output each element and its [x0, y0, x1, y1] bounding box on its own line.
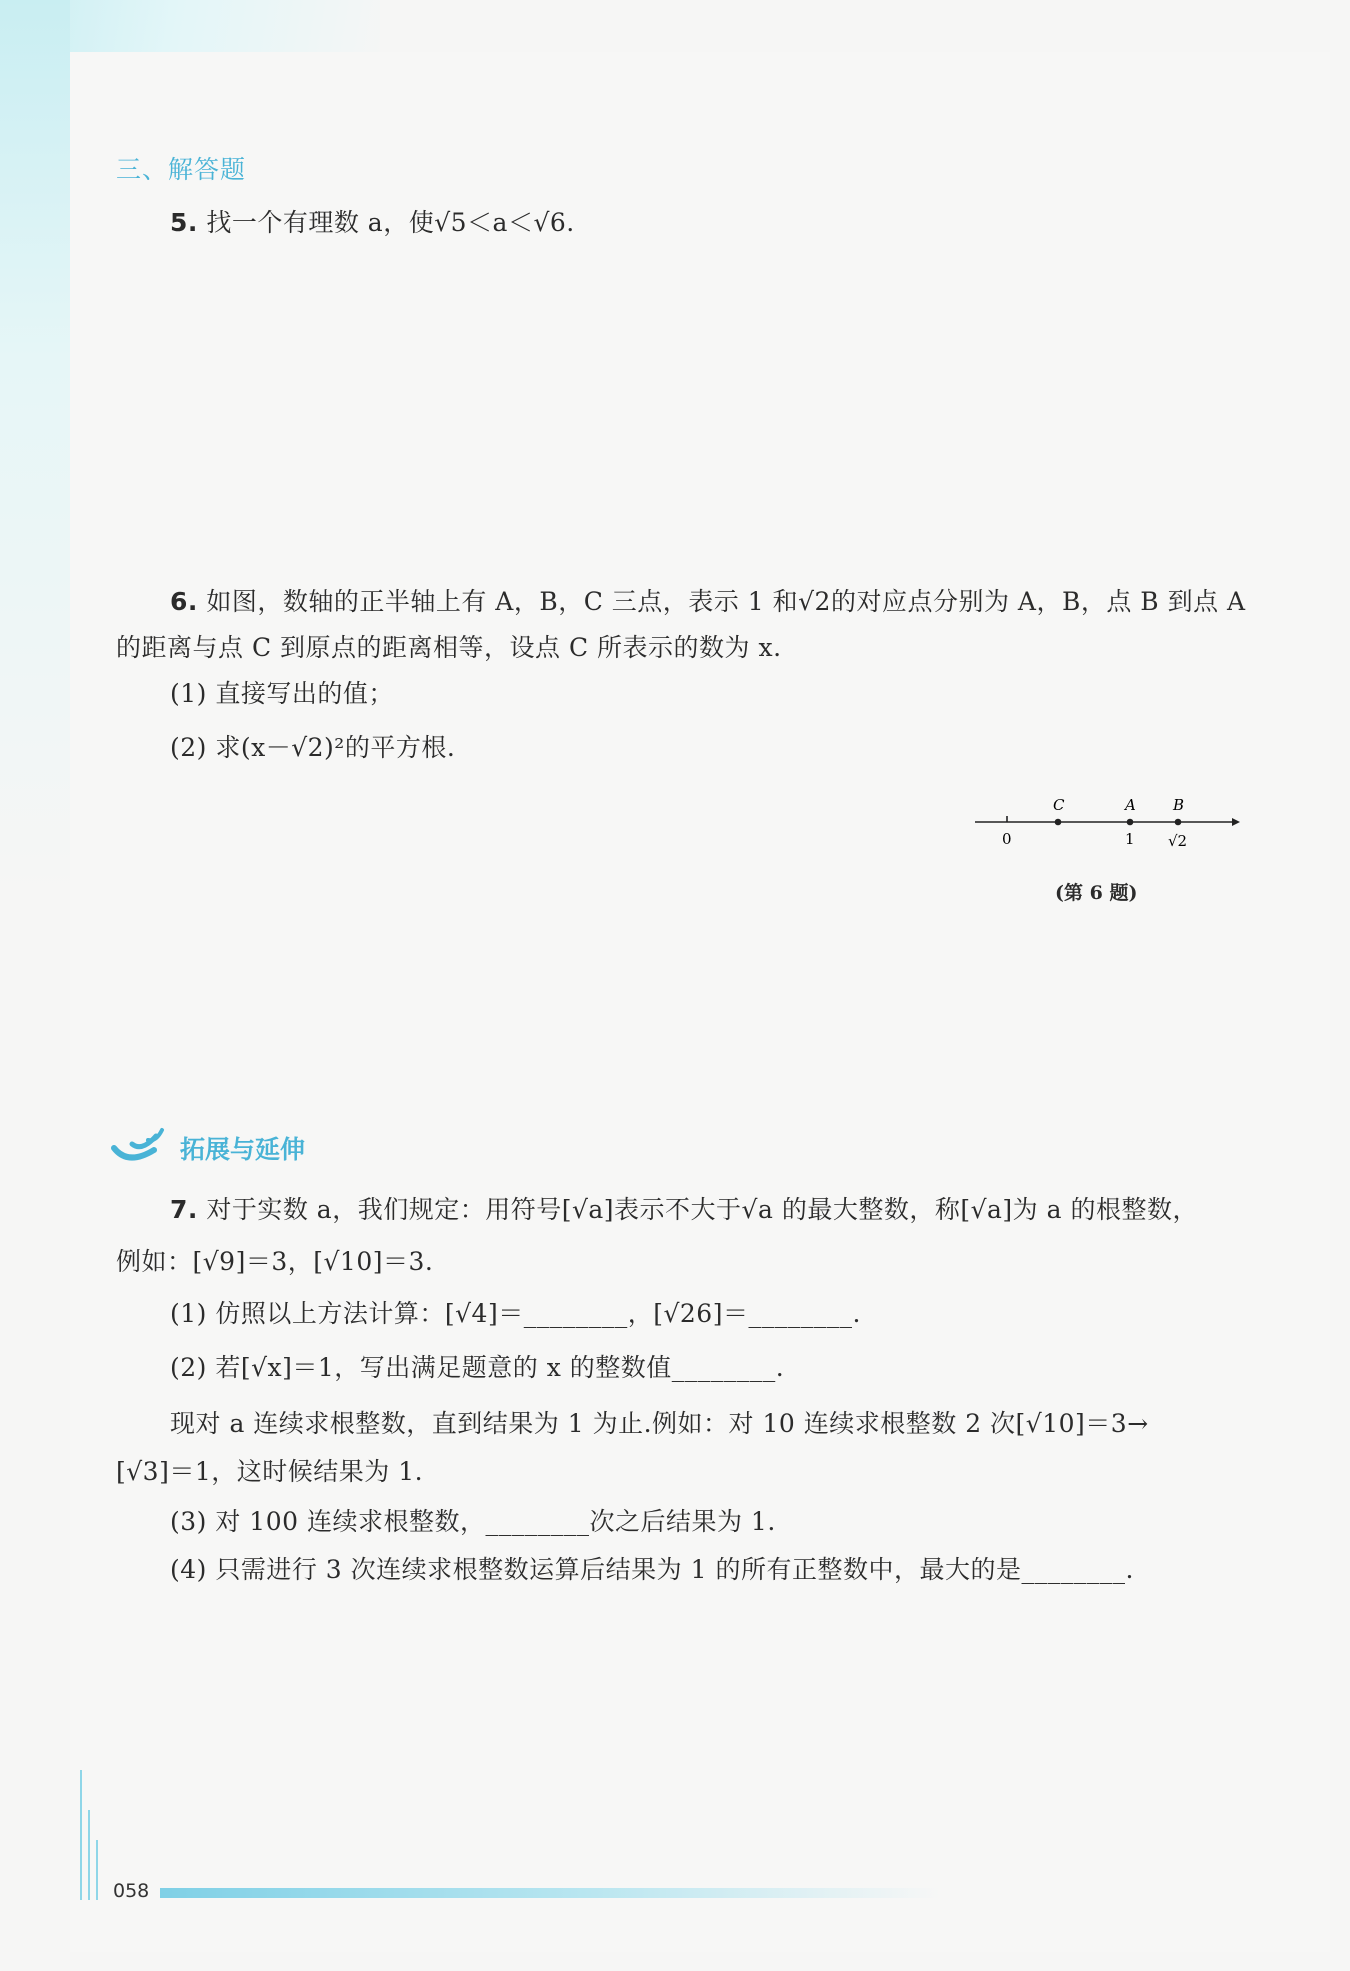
- page-number: 058: [113, 1880, 150, 1902]
- question-part: (2) 求(x－√2)²的平方根.: [170, 733, 456, 762]
- point-c: [1055, 819, 1062, 826]
- point-label: A: [1125, 796, 1136, 814]
- question-text: 对于实数 a，我们规定：用符号[√a]表示不大于√a 的最大整数，称[√a]为 a 的根整数，: [206, 1195, 1198, 1224]
- footer-bar: [160, 1888, 940, 1898]
- question-number: 6.: [170, 587, 198, 616]
- question-text: 找一个有理数 a，使√5＜a＜√6.: [206, 208, 575, 237]
- point-b: [1175, 819, 1182, 826]
- point-label: C: [1053, 796, 1065, 814]
- question-part: (1) 仿照以上方法计算：[√4]＝________，[√26]＝________.: [170, 1299, 861, 1328]
- question-part: (1) 直接写出的值；: [170, 679, 394, 708]
- tick-label: √2: [1168, 832, 1188, 850]
- question-text: 的距离与点 C 到原点的距离相等，设点 C 所表示的数为 x.: [116, 633, 782, 662]
- tick-label: 0: [1002, 830, 1012, 848]
- section-title: 三、解答题: [116, 155, 247, 184]
- footer-decoration: [78, 1770, 108, 1900]
- tick-label: 1: [1125, 830, 1135, 848]
- question-part: (4) 只需进行 3 次连续求根整数运算后结果为 1 的所有正整数中，最大的是________.: [170, 1555, 1134, 1584]
- arrow-icon: [1232, 818, 1240, 826]
- question-5: [170, 205, 575, 241]
- point-label: B: [1173, 796, 1185, 814]
- question-text: 现对 a 连续求根整数，直到结果为 1 为止.例如：对 10 连续求根整数 2 次[√10]＝3→: [170, 1409, 1149, 1438]
- question-number: 5.: [170, 208, 198, 237]
- question-text: 如图，数轴的正半轴上有 A，B，C 三点，表示 1 和√2的对应点分别为 A，B，点 B 到点 A: [206, 587, 1246, 616]
- point-a: [1127, 819, 1134, 826]
- question-text: 例如：[√9]＝3，[√10]＝3.: [116, 1247, 434, 1276]
- page-panel: [70, 52, 1330, 1952]
- extension-title: 拓展与延伸: [180, 1135, 306, 1164]
- corner-decoration-left: [0, 0, 70, 900]
- figure-caption: (第 6 题): [1055, 882, 1138, 904]
- question-6: [170, 584, 1246, 620]
- question-part: (2) 若[√x]＝1，写出满足题意的 x 的整数值________.: [170, 1353, 785, 1382]
- question-number: 7.: [170, 1195, 198, 1224]
- swoosh-logo-icon: [110, 1126, 170, 1166]
- question-part: (3) 对 100 连续求根整数，________次之后结果为 1.: [170, 1507, 776, 1536]
- number-line-figure: [970, 790, 1240, 860]
- question-text: [√3]＝1，这时候结果为 1.: [116, 1457, 424, 1486]
- question-7: [170, 1192, 1198, 1228]
